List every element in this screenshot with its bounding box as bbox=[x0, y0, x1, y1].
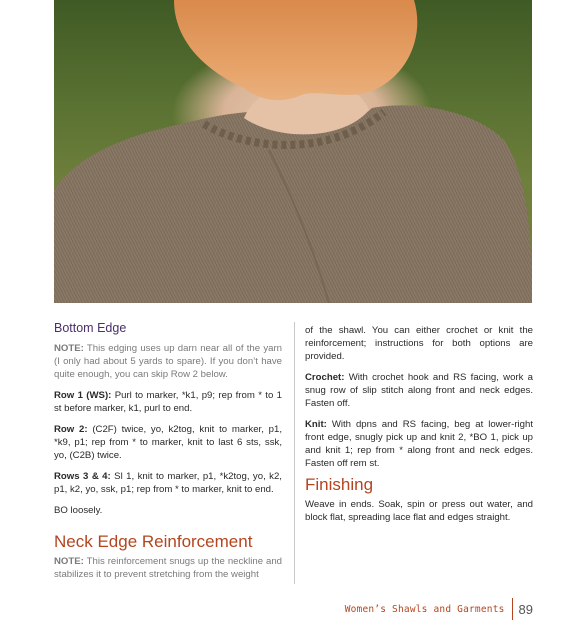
neck-edge-heading: Neck Edge Reinforcement bbox=[54, 532, 253, 551]
knit-instruction bbox=[305, 418, 533, 470]
finishing-heading: Finishing bbox=[305, 475, 374, 494]
bottom-edge-note bbox=[54, 342, 282, 381]
knit-text: With dpns and RS facing, beg at lower-right front edge, snugly pick up and knit 2, *BO 1, pick up and knit 1; rep from * along front and neck edges. Fasten off rem st. bbox=[305, 419, 533, 469]
row-label: Row 1 (WS): bbox=[54, 390, 112, 401]
neck-edge-continued: of the shawl. You can either crochet or knit the reinforcement; instructions for both options are provided. bbox=[305, 325, 533, 362]
note-text: This edging uses up darn near all of the yarn (I only had about 5 yards to spare). If you don’t have quite enough, you can skip Row 2 below. bbox=[54, 343, 282, 380]
note-text: This reinforcement snugs up the neckline and stabilizes it to prevent stretching from the weight bbox=[54, 556, 282, 580]
note-label: NOTE: bbox=[54, 343, 84, 354]
note-label: NOTE: bbox=[54, 556, 84, 567]
right-column bbox=[305, 324, 533, 532]
crochet-instruction bbox=[305, 371, 533, 410]
knit-label: Knit: bbox=[305, 419, 327, 430]
row-label: Rows 3 & 4: bbox=[54, 471, 111, 482]
rows-3-4-instruction bbox=[54, 470, 282, 496]
neck-edge-note bbox=[54, 555, 282, 581]
page-number: 89 bbox=[518, 601, 533, 617]
bind-off-instruction: BO loosely. bbox=[54, 505, 103, 516]
row-2-instruction bbox=[54, 423, 282, 462]
sweater-illustration bbox=[54, 0, 532, 303]
row-text: Purl to marker, *k1, p9; rep from * to 1 st before marker, k1, purl to end. bbox=[54, 390, 282, 414]
row-text: (C2F) twice, yo, k2tog, knit to marker, p1, *k9, p1; rep from * to marker, knit to last 6 sts, ssk, yo, (C2B) twice. bbox=[54, 424, 282, 461]
crochet-label: Crochet: bbox=[305, 372, 345, 383]
bottom-edge-heading: Bottom Edge bbox=[54, 321, 127, 335]
column-divider bbox=[294, 322, 295, 584]
row-1-instruction bbox=[54, 389, 282, 415]
crochet-text: With crochet hook and RS facing, work a snug row of slip stitch along front and neck edges. Fasten off. bbox=[305, 372, 533, 409]
row-label: Row 2: bbox=[54, 424, 88, 435]
left-column bbox=[54, 322, 282, 589]
row-text: Sl 1, knit to marker, p1, *k2tog, yo, k2, p1, k2, yo, ssk, p1; rep from * to marker, knit to end. bbox=[54, 471, 282, 495]
page-footer bbox=[345, 598, 533, 620]
finishing-text: Weave in ends. Soak, spin or press out water, and block flat, spreading lace flat and edges straight. bbox=[305, 499, 533, 523]
sweater-photo bbox=[54, 0, 532, 303]
book-title: Women’s Shawls and Garments bbox=[344, 603, 505, 615]
